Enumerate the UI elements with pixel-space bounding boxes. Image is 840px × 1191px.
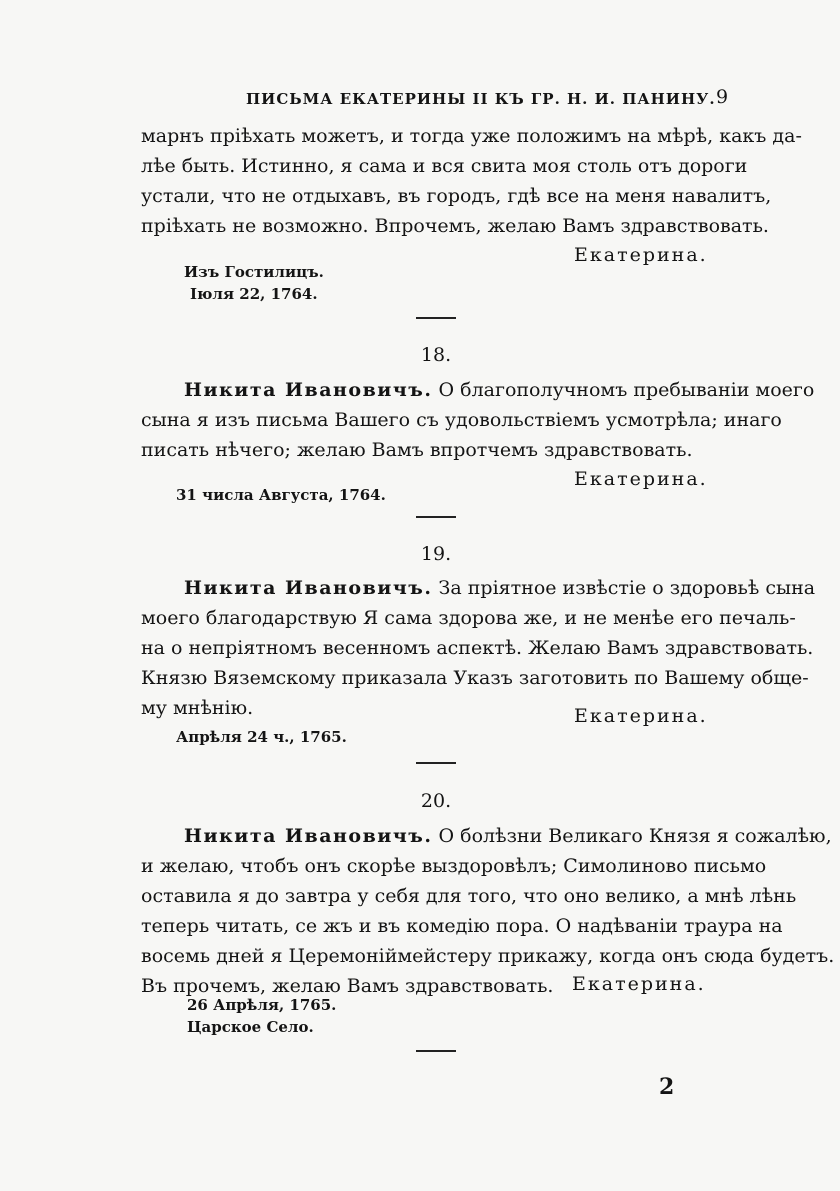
letter20-address: Никита Ивановичъ.: [184, 825, 433, 847]
letter19-line-3: на о непрiятномъ весенномъ аспектѣ. Желаю Вамъ здравствовать.: [141, 637, 814, 659]
letter20-text-1: О болѣзни Великаго Князя я сожалѣю,: [438, 825, 832, 847]
letter19-date: Апрѣля 24 ч., 1765.: [176, 728, 347, 746]
letter18-line-3: писать нѣчего; желаю Вамъ впротчемъ здравствовать.: [141, 439, 693, 461]
letter19-line-4: Князю Вяземскому приказала Указъ заготовить по Вашему обще-: [141, 667, 809, 689]
letter18-address: Никита Ивановичъ.: [184, 379, 433, 401]
letter19-line-2: моего благодарствую Я сама здорова же, и не менѣе его печаль-: [141, 607, 796, 629]
separator-rule: [416, 317, 456, 319]
letter18-line-1: [184, 379, 815, 401]
letter20-signature: Екатерина.: [572, 973, 706, 995]
letter17-date: Iюля 22, 1764.: [190, 285, 318, 303]
letter19-number: 19.: [420, 543, 452, 565]
letter17-line-1: марнъ прiѣхать можетъ, и тогда уже положимъ на мѣрѣ, какъ да-: [141, 125, 802, 147]
letter20-number: 20.: [420, 790, 452, 812]
letter17-signature: Екатерина.: [574, 244, 708, 266]
letter18-number: 18.: [420, 344, 452, 366]
letter19-address: Никита Ивановичъ.: [184, 577, 433, 599]
running-title: ПИСЬМА ЕКАТЕРИНЫ II КЪ ГР. Н. И. ПАНИНУ.: [246, 90, 716, 108]
letter20-line-6: Въ прочемъ, желаю Вамъ здравствовать.: [141, 975, 554, 997]
letter20-line-4: теперь читать, се жъ и въ комедiю пора. О надѣванiи траура на: [141, 915, 783, 937]
letter17-line-3: устали, что не отдыхавъ, въ городъ, гдѣ все на меня навалитъ,: [141, 185, 772, 207]
signature-mark: 2: [659, 1074, 675, 1100]
letter19-signature: Екатерина.: [574, 705, 708, 727]
separator-rule: [416, 516, 456, 518]
letter20-date: 26 Апрѣля, 1765.: [187, 996, 337, 1014]
letter17-line-2: лѣе быть. Истинно, я сама и вся свита моя столь отъ дороги: [141, 155, 748, 177]
letter17-place: Изъ Гостилицъ.: [184, 263, 324, 281]
letter19-text-1: За прiятное извѣстiе о здоровьѣ сына: [438, 577, 816, 599]
letter20-place: Царское Село.: [187, 1018, 314, 1036]
letter19-line-5: му мнѣнiю.: [141, 697, 254, 719]
letter17-line-4: прiѣхать не возможно. Впрочемъ, желаю Вамъ здравствовать.: [141, 215, 769, 237]
separator-rule: [416, 1050, 456, 1052]
separator-rule: [416, 762, 456, 764]
letter18-signature: Екатерина.: [574, 468, 708, 490]
letter18-line-2: сына я изъ письма Вашего съ удовольствiемъ усмотрѣла; инаго: [141, 409, 782, 431]
letter20-line-3: оставила я до завтра у себя для того, что оно велико, а мнѣ лѣнь: [141, 885, 797, 907]
letter19-line-1: [184, 577, 816, 599]
page-number: 9: [716, 86, 729, 108]
letter20-line-2: и желаю, чтобъ онъ скорѣе выздоровѣлъ; Симолиново письмо: [141, 855, 767, 877]
letter20-line-1: [184, 825, 832, 847]
letter20-line-5: восемь дней я Церемонiймейстеру прикажу, когда онъ сюда будетъ.: [141, 945, 835, 967]
letter18-text-1: О благополучномъ пребыванiи моего: [438, 379, 815, 401]
letter18-date: 31 числа Августа, 1764.: [176, 486, 386, 504]
